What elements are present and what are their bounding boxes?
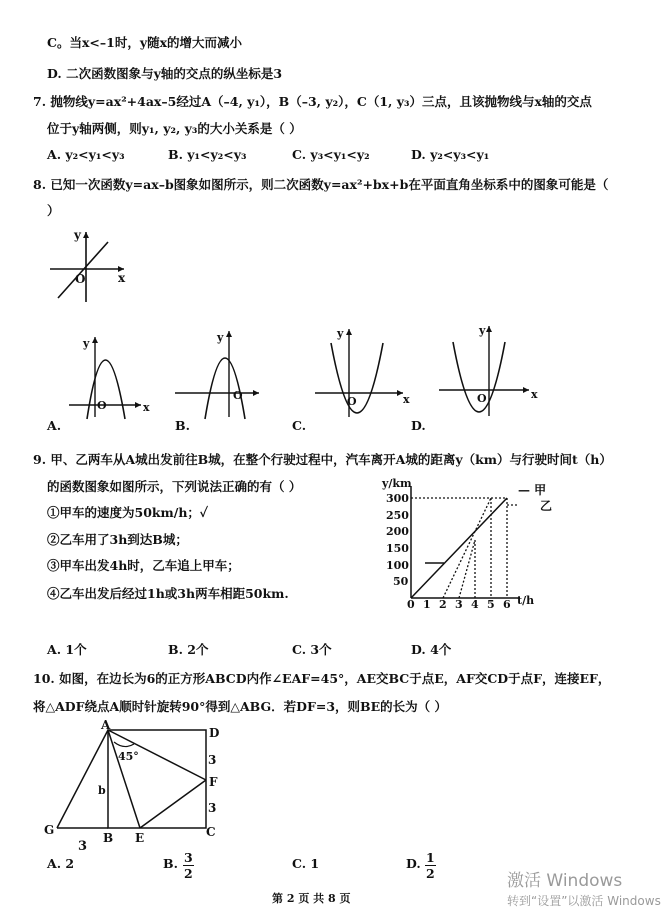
svg-text:50: 50 — [393, 575, 409, 588]
q10-line2: 将△ADF绕点A顺时针旋转90°得到△ABG．若DF=3，则BE的长为（ ） — [33, 699, 447, 714]
q8-line2: ） — [47, 203, 60, 218]
svg-text:x: x — [531, 388, 538, 401]
q8-option-b: B. — [175, 418, 190, 433]
q10-option-b-fraction: $\frac{3}{2}$ — [184, 850, 193, 881]
graph-x-label: t/h — [517, 594, 535, 607]
svg-text:x: x — [403, 393, 410, 406]
graph-y-label: y/km — [382, 477, 412, 490]
q9-option-a: A. 1个 — [47, 642, 87, 657]
q7-option-b: B. y₁<y₂<y₃ — [168, 147, 247, 162]
svg-text:0: 0 — [407, 598, 415, 611]
q10-option-d-fraction: $\frac{1}{2}$ — [426, 850, 435, 881]
svg-text:300: 300 — [386, 492, 409, 505]
svg-text:D: D — [209, 726, 220, 740]
svg-text:C: C — [206, 825, 216, 839]
svg-text:250: 250 — [386, 509, 409, 522]
q7-line1: 7. 抛物线y=ax²+4ax–5经过A（–4, y₁），B（–3, y₂），C（1, y₃）三点，且该抛物线与x轴的交点 — [33, 94, 592, 109]
q9-option-d: D. 4个 — [411, 642, 452, 657]
q9-option-c: C. 3个 — [292, 642, 332, 657]
watermark-title: 激活 Windows — [507, 871, 623, 891]
axis-y-label: y — [74, 228, 81, 242]
q9-line2: 的函数图象如图所示，下列说法正确的有（ ） — [47, 479, 302, 494]
q10-option-b-label: B. — [163, 856, 178, 871]
svg-text:O: O — [477, 392, 487, 405]
q9-statement-4: ④乙车出发后经过1h或3h两车相距50km. — [47, 586, 289, 601]
page-footer: 第 2 页 共 8 页 — [272, 892, 351, 905]
svg-text:G: G — [44, 823, 55, 837]
option-c-prev: C。当x<–1时，y随x的增大而减小 — [47, 35, 243, 50]
q8-option-c: C. — [292, 418, 307, 433]
q10-line1: 10. 如图，在边长为6的正方形ABCD内作∠EAF=45°，AE交BC于点E，AF交CD于点F，连接EF， — [33, 671, 611, 686]
q10-option-d-label: D. — [406, 856, 421, 871]
svg-text:150: 150 — [386, 542, 409, 555]
option-d-prev: D. 二次函数图象与y轴的交点的纵坐标是3 — [47, 66, 283, 81]
q7-line2: 位于y轴两侧，则y₁, y₂, y₃的大小关系是（ ） — [47, 121, 302, 136]
q9-statement-3: ③甲车出发4h时，乙车追上甲车； — [47, 558, 240, 573]
q9-line1: 9. 甲、乙两车从A城出发前往B城，在整个行驶过程中，汽车离开A城的距离y（km）与行驶时间t（h） — [33, 452, 612, 467]
svg-text:A: A — [101, 718, 111, 732]
svg-text:x: x — [143, 401, 150, 414]
svg-text:1: 1 — [423, 598, 431, 611]
svg-text:O: O — [233, 389, 243, 402]
q9-statement-1: ①甲车的速度为50km/h；✓ — [47, 505, 208, 520]
svg-text:100: 100 — [386, 559, 409, 572]
svg-text:3: 3 — [208, 801, 217, 815]
svg-text:y: y — [337, 327, 344, 340]
watermark-subtitle: 转到“设置”以激活 Windows — [507, 894, 661, 908]
q8-option-a: A. — [47, 418, 62, 433]
svg-text:b: b — [98, 784, 106, 797]
svg-text:3: 3 — [78, 839, 88, 854]
svg-text:6: 6 — [503, 598, 511, 611]
svg-text:E: E — [135, 831, 145, 845]
svg-text:5: 5 — [487, 598, 495, 611]
svg-text:O: O — [347, 395, 357, 408]
legend-yi: 乙 — [540, 499, 553, 513]
svg-text:3: 3 — [208, 753, 217, 767]
q9-statement-2: ②乙车用了3h到达B城； — [47, 532, 188, 547]
q10-option-c: C. 1 — [292, 856, 320, 871]
q7-option-a: A. y₂<y₁<y₃ — [47, 147, 125, 162]
q10-option-a: A. 2 — [47, 856, 75, 871]
q7-option-d: D. y₂<y₃<y₁ — [411, 147, 490, 162]
svg-text:O: O — [97, 399, 107, 412]
svg-text:45°: 45° — [118, 750, 139, 763]
svg-text:4: 4 — [471, 598, 479, 611]
q7-option-c: C. y₃<y₁<y₂ — [292, 147, 370, 162]
origin-label: O — [75, 272, 86, 286]
svg-text:y: y — [217, 331, 224, 344]
q9-option-b: B. 2个 — [168, 642, 209, 657]
q8-line1: 8. 已知一次函数y=ax–b图象如图所示，则二次函数y=ax²+bx+b在平面直角坐标系中的图象可能是（ — [33, 177, 609, 192]
svg-text:2: 2 — [439, 598, 447, 611]
svg-text:B: B — [103, 831, 114, 845]
svg-text:F: F — [209, 775, 218, 789]
svg-text:y: y — [83, 337, 90, 350]
svg-text:200: 200 — [386, 525, 409, 538]
axis-x-label: x — [118, 271, 126, 285]
legend-jia: — 甲 — [518, 483, 547, 497]
q8-option-d: D. — [411, 418, 426, 433]
svg-text:3: 3 — [455, 598, 463, 611]
svg-text:y: y — [479, 324, 486, 337]
